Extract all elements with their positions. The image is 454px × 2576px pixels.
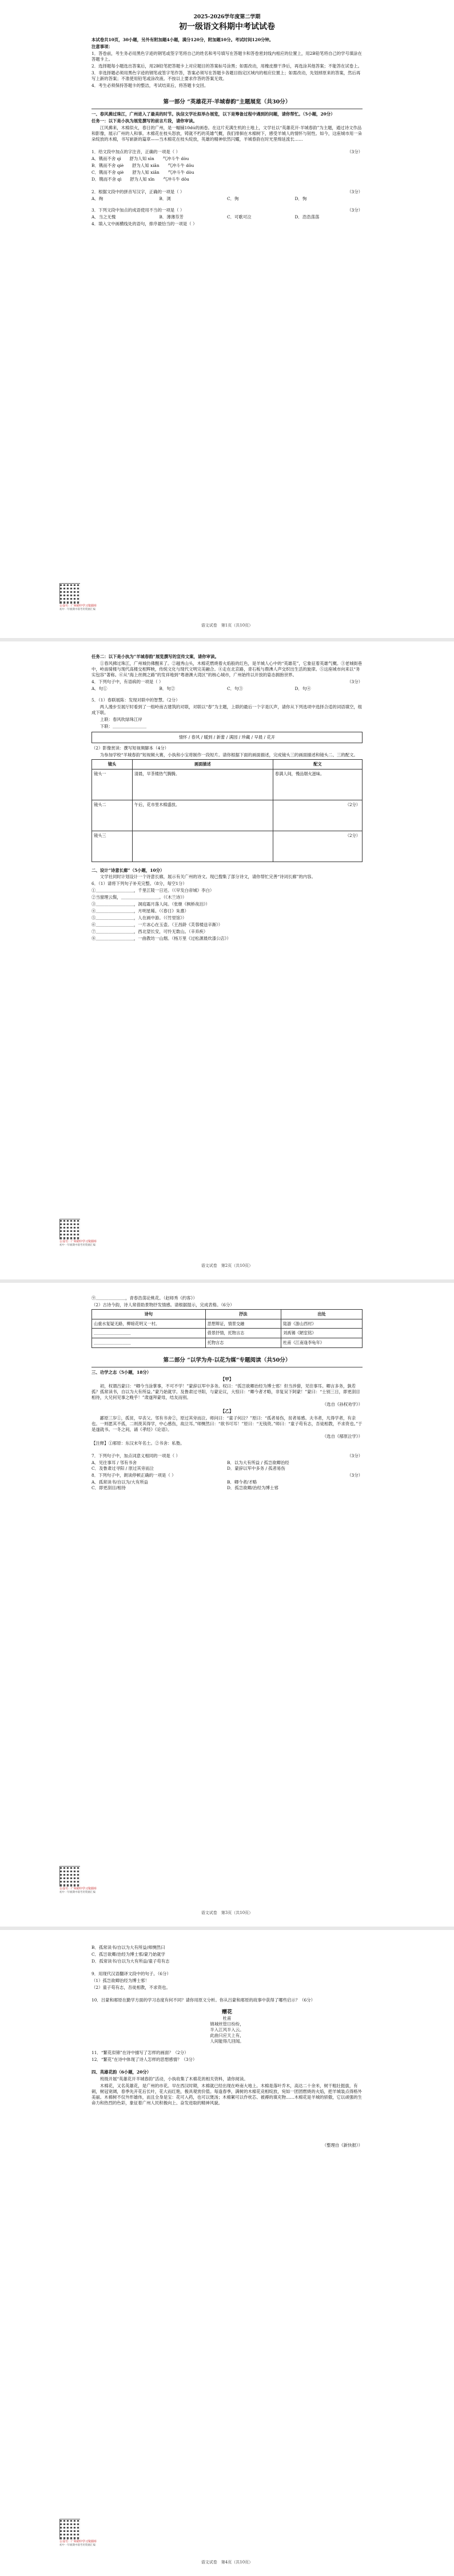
- brand-sub: 初中一年级期中联考用资源汇编: [59, 1891, 95, 1894]
- q1-option: D．镌而不舍 qì 舒为人知 xǐn 气冲斗牛 dǒu: [91, 176, 189, 182]
- q6-line[interactable]: ④＿＿＿＿＿＿＿＿＿，月明星稀。（《春日》朱熹）: [91, 908, 189, 914]
- table-row: 镜头二 午后，花市里木棉盛放。 （2分）: [92, 800, 363, 831]
- q6-line[interactable]: ②当窗理云鬓，＿＿＿＿＿＿＿＿＿。（《木兰诗》）: [91, 895, 187, 900]
- script-table: [91, 759, 363, 862]
- reading-1-title: 三、功学之志（5小题，18分）: [91, 1369, 152, 1375]
- notice-item: 2．选择题每小题选出答案后，用2B铅笔把答题卡上对应题目的答案标号涂黑；如需改动，用橡皮擦干净后，再选涂其他答案；不能答在试卷上。: [91, 63, 363, 69]
- q6-line[interactable]: ⑧＿＿＿＿＿＿＿＿＿，一曲教坊一山烟。（杨万里《过松源晨炊漆公店》）: [91, 936, 231, 942]
- page-4-content: [91, 1944, 363, 2150]
- notice-item: 4．考生必须保持答题卡的整洁，考试结束后，将答题卡交回。: [91, 82, 209, 88]
- q6-line[interactable]: ⑤＿＿＿＿＿＿＿＿＿，人在画中游。（《竹里馆》）: [91, 915, 187, 921]
- question-10[interactable]: 10．吕蒙和邴原在勤学方面的学习态度有何不同？请你用原文分析。你从吕蒙和邴原的故事中获得了哪些启示？（6分）: [91, 1997, 316, 2003]
- poem-title: 赠花: [221, 2009, 232, 2015]
- side-qr: [59, 1219, 97, 1247]
- brand-sub: 初中一年级期中联考用资源汇编: [59, 2543, 95, 2547]
- q6-line[interactable]: ⑥＿＿＿＿＿＿＿＿＿，一片冰心在玉壶。（王昌龄《芙蓉楼送辛渐》）: [91, 922, 223, 928]
- poem-author: 杜甫: [222, 2016, 232, 2021]
- part2-title: 第二部分 “以学为舟·以花为媒”专题阅读（共50分）: [163, 1357, 291, 1363]
- section-intro: 一、春风拂过珠江，广州进入了最美的时节。执信文学社拟举办展览，以下是筹备过程中遇到的问题，请你帮忙。（5小题，20分）: [91, 111, 335, 117]
- brand-label: 公众号：广州初中学习资源库: [59, 1887, 97, 1891]
- text-yi-label: 【乙】: [220, 1408, 234, 1414]
- question-11[interactable]: 11．“繁花似锦”在诗中描写了怎样的画面？（2分）: [91, 2049, 189, 2055]
- text-yi-source: （选自《邴原泣学》）: [322, 1433, 363, 1439]
- question-5-2: （2）影像赏读：撰写短视频脚本（4分）: [91, 745, 169, 751]
- text-jia-label: 【甲】: [220, 1376, 234, 1382]
- exam-page-4: [0, 1930, 454, 2576]
- notice-item: 3．非选择题必须用黑色字迹的钢笔或签字笔作答，答案必须写在答题卡各题目指定区域内的相应位置上；如需改动，先划掉原来的答案，然后再写上新的答案；不准使用铅笔或涂改液。不按以上要求作答的答案无效。: [91, 70, 361, 81]
- part2-intro: 二、设计“诗意长廊”（5小题，10分）: [91, 867, 165, 873]
- task2-paragraph: ①春风拂过珠江，广州城仿佛醒来了。②越秀山头，木棉花燃烧着火焰般的红色，是羊城人心中的“英雄花”，它象征着英雄气概。③老城街巷中，岭南骑楼与现代高楼交相辉映，传统文化与现代文明完美融合。④走在北京路，青石板与鼎沸人声交织出生活的旋律。⑤这座城市向来以“务实包容”著称。⑥从“海上丝绸之路”的发祥地到“粤港澳大湾区”的核心城市，广州始终以开放的姿态拥抱世界。: [91, 660, 363, 677]
- side-qr: [59, 2519, 97, 2547]
- reading-3-text: 木棉花，又名英雄花，是广州的市花。早在西汉时期，木棉就已经出现在岭南大地上。木棉是落叶乔木，高达二十余米，树干粗壮挺拔，有刺，树冠宽阔，春季先开花后长叶，花大而红艳，极具观赏价值。每逢春季，满树的木棉花竞相绽放，宛如一团团燃烧的火焰，把羊城装点得格外美丽。木棉树不仅外形雄伟，而且全身是宝：花可入药，也可以煲汤；木棉絮可以作枕芯、被褥的填充物……木棉花是羊城的骄傲，它以顽强的生命力和热烈的色彩，象征着广州人民积极向上、奋发进取的精神风貌。: [91, 2083, 363, 2106]
- question-12[interactable]: 12．“繁花”在诗中体现了诗人怎样的思想感情？（3分）: [91, 2056, 197, 2062]
- q5-couplet-down: 下联：＿＿＿＿＿＿＿＿: [99, 723, 147, 729]
- q5-text: 两人漫步至展厅时看到了一组岭南古建筑的对联，对联以“春”为主题，上联的最后一个字是仄声，请你从下列选项中选择合适的词语填空，组成下联。: [91, 704, 363, 715]
- q6-line[interactable]: ①＿＿＿＿＿＿＿＿＿，千里江陵一日还。（《早发白帝城》李白）: [91, 888, 214, 894]
- side-qr: [59, 583, 97, 612]
- page-2-content: [91, 653, 363, 943]
- table-row: 镜头一 清晨，早茶楼热气腾腾。 春满人间，慢品烟火滋味。: [92, 769, 363, 800]
- question-4b: 4．下列句子中，有语病的一项是（ ） （3分）: [91, 679, 363, 684]
- brand-label: 公众号：广州初中学习资源库: [59, 2540, 97, 2543]
- q3-options: A．当之无愧 B．薄薄芬芳 C．可歌可泣 D．浩浩荡荡: [91, 214, 320, 220]
- q6-line[interactable]: ⑦＿＿＿＿＿＿＿＿＿，西北望长安，可怜无数山。（辛弃疾）: [91, 929, 208, 935]
- page-1-content: [91, 14, 363, 228]
- q5-couplet-up: 上联：春风吹绿珠江岸: [99, 716, 142, 722]
- table-row: 山重水复疑无路，柳暗花明又一村。 思想辩证，情景交融 陆游《游山西村》: [92, 1319, 363, 1329]
- task2: 任务二：以下是小执为“羊城春韵”展览撰写的宣传文案，请你审读。: [91, 654, 219, 659]
- exam-page-3: [0, 1283, 454, 1927]
- brand-sub: 初中一年级期中联考用资源汇编: [59, 608, 95, 611]
- exam-page-1: [0, 0, 454, 638]
- q1-option: C．镌而不舍 qiè 舒为人知 xiǎn 气冲斗牛 dòu: [91, 169, 194, 175]
- poem-line: 此曲只应天上有，: [210, 2032, 244, 2038]
- q7b-options: A．见往事耳 / 邻有书舍 B．以为大有所益 / 孤岂欲卿治经 C．及鲁肃过寻阳 / 原过其旁而泣 D．蒙辞以军中多务 / 孤者易伤: [91, 1460, 289, 1471]
- q8-options: A．孤常读书/自以为/大有所益 B．卿今者/才略 C．即更刮目/相待 D．孤岂欲卿/治经为博士邪: [91, 1479, 278, 1490]
- question-5: 5．（1）春联展陈：发现对联中的智慧。（2分）: [91, 697, 180, 703]
- q8-cont-option: C．孤岂欲卿/治经为博士邪/蒙乃始就学: [91, 1951, 165, 1957]
- page-footer: 语文试卷 第4页（共10页）: [201, 2560, 253, 2565]
- q8-cont-option: B．孤常读书/自以为大有所益/师恻然曰: [91, 1945, 165, 1950]
- q9-line[interactable]: （2）童子苟有志，吾徒相教，不求资也。: [91, 1984, 170, 1990]
- qr-code-icon: [59, 583, 80, 604]
- page-3-content: [91, 1294, 363, 1491]
- poem-table: [91, 1309, 363, 1348]
- brand-label: 公众号：广州初中学习资源库: [59, 1240, 97, 1243]
- q6-end[interactable]: ⑨＿＿＿＿＿＿＿，青春浩荡论桃花。（赵师秀《约客》）: [91, 1295, 197, 1301]
- question-4-stub: 4．填入文中画横线处的语句，排序最恰当的一项是（ ）: [91, 221, 197, 226]
- qr-code-icon: [59, 1866, 80, 1887]
- q5-2-text: 为参加学校“羊城春韵”短视频大赛，小执和小宝将制作一段短片。请你根据下面的画面描述，完成镜头三的画面描述和镜头二、三的配文。: [99, 752, 358, 757]
- q1-option: B．镌而不舍 qiè 舒为人知 xiǎn 气冲斗牛 dǒu: [91, 162, 194, 168]
- exam-page-2: [0, 641, 454, 1279]
- table-header-row: 诗句 抒法 出处: [92, 1309, 363, 1319]
- exam-title: 初一级语文科期中考试试卷: [179, 22, 275, 32]
- text-jia-source: （选自《孙权劝学》）: [322, 1401, 363, 1407]
- poem-line: 人间能得几回闻。: [210, 2038, 244, 2044]
- qr-code-icon: [59, 1219, 80, 1239]
- part1-title: 第一部分 “英雄花开·羊城春韵”主题展览（共30分）: [163, 98, 291, 105]
- question-2: 2．根据文段中的拼音写汉字，正确的一项是（ ） （3分）: [91, 189, 363, 194]
- side-qr: [59, 1866, 97, 1895]
- notice-title: 注意事项：: [91, 44, 113, 50]
- text-yi-note: 【注释】①邴原：东汉末年名士。②书舍：私塾。: [91, 1440, 185, 1446]
- q6-line[interactable]: ③＿＿＿＿＿＿＿＿＿，洞庭霜月落人间。（张继《枫桥夜泊》）: [91, 902, 210, 907]
- reading-3-title: 四、英雄花韵（6小题，20分）: [91, 2069, 152, 2075]
- question-1: 1．给文段中加点的字注音，正确的一项是（ ） （3分）: [91, 149, 363, 154]
- q8-cont-option: D．孤常读书/自以为大有所益/童子苟有志: [91, 1958, 170, 1964]
- question-3: 3．下列文段中加点的成语使用不当的一项是（ ） （3分）: [91, 207, 363, 213]
- part2-text: 文学社同时计划设计一个诗意长廊，展示有关广州的诗文。现已搜集了部分诗文，请你帮忙完善“诗词长廊”的内容。: [99, 874, 316, 880]
- exam-meta: 本试卷共10页，30小题，另外有附加题4小题，满分120分，附加题10分。考试时间120分钟。: [91, 37, 274, 43]
- table-row: ＿＿＿＿＿＿＿＿＿ 托物言志 杜甫《江南逢李龟年》: [92, 1338, 363, 1348]
- page-footer: 语文试卷 第2页（共10页）: [201, 1263, 253, 1268]
- question-7: （2）古诗今韵，诗人常借助景物抒发情感。请根据提示，完成表格。（6分）: [91, 1302, 234, 1307]
- q4b-options: A．句① B．句② C．句③ D．句④: [91, 685, 311, 691]
- task1-paragraph: 江风拂来，木棉似火，春日的广州，是一幅铺10dú的画卷。在这片充满生机的土地上，文学社以“英雄花开·羊城春韵”为主题，通过诗文作品和影像，展示广州的人和事。木棉花在枝头怒放，铸就不朽的英雄气概，我们徘徊在木棉树下，感受羊城人的情怀与韧性。如今，这座城市用一朵朵绽放的木棉，书写崭新的篇章——当木棉花在枝头绽放，英雄的精神依然闪耀，羊城春韵在时光里绵延流长……: [91, 125, 363, 142]
- question-7b: 7．下列句子中，加点词意义相同的一项是（ ） （3分）: [91, 1453, 363, 1458]
- poem-line: 锦城丝管日纷纷，: [210, 2021, 244, 2027]
- reading-3-source: （整理自《新快报》）: [322, 2142, 363, 2148]
- table-row: 镜头三 （2分）: [92, 831, 363, 862]
- brand-label: 公众号：广州初中学习资源库: [59, 604, 97, 608]
- question-6: 6．（1）请将下列句子补充完整。（8分，每空1分）: [91, 881, 187, 887]
- exam-header: 2025-2026学年度第二学期: [193, 14, 261, 20]
- qr-code-icon: [59, 2519, 80, 2539]
- page-footer: 语文试卷 第3页（共10页）: [201, 1911, 253, 1915]
- table-header-row: 镜头 画面描述 配文: [92, 759, 363, 769]
- q2-options: A．绚 B．浏 C．徇 D．恂: [91, 196, 307, 201]
- page-footer: 语文试卷 第1页（共10页）: [201, 623, 253, 628]
- text-jia: 初，权谓吕蒙曰：“卿今当涂掌事，不可不学！”蒙辞以军中多务。权曰：“孤岂欲卿治经为博士邪！但当涉猎，见往事耳。卿言多务，孰若孤？孤常读书，自以为大有所益。”蒙乃始就学。及鲁肃过寻阳，与蒙论议，大惊曰：“卿今者才略，非复吴下阿蒙！”蒙曰：“士别三日，即更刮目相待，大兄何见事之晚乎！”肃遂拜蒙母，结友而别。: [91, 1383, 360, 1400]
- q1-option: A．镌而不舍 qì 舒为人知 xìn 气冲斗牛 dòu: [91, 155, 189, 161]
- q5-choices: 情怀 / 春风 / 暖到 / 新蕾 / 满园 / 珍藏 / 早晨 / 花开: [91, 732, 363, 743]
- question-9: 9．用现代汉语翻译文段中的句子。（6分）: [91, 1971, 171, 1976]
- brand-sub: 初中一年级期中联考用资源汇编: [59, 1243, 95, 1247]
- notice-item: 1．答卷前，考生务必用黑色字迹的钢笔或签字笔将自己的姓名和考号填写在答题卡和答卷密封线内相应的位置上，用2B铅笔将自己的学号填涂在答题卡上。: [91, 51, 363, 62]
- text-yi: 鄙原三岁①，孤贫，早丧父。邻有书舍②，原过其旁而泣。师问曰：“童子何泣？”原曰：“孤者易伤，贫者易感。夫书者，凡得学者，有亲也。一则愿其不孤，二则羡其得学，中心感伤，故泣耳。”师恻然曰：“欲书可耳！”原曰：“无钱资。”师曰：“童子苟有志，吾徒相教，不求资也。”于是遂就书。一冬之间，诵《孝经》《论语》。: [91, 1415, 363, 1432]
- poem-line: 半入江风半入云。: [210, 2027, 244, 2032]
- table-row: ＿＿＿＿＿＿＿＿＿ 借景抒情，托物言志 刘禹锡《陋室铭》: [92, 1329, 363, 1338]
- question-8: 8．下列句子中，朗读停顿正确的一项是（ ） （3分）: [91, 1472, 363, 1478]
- q9-line[interactable]: （1）孤岂欲卿治经为博士邪！: [91, 1977, 149, 1983]
- reading-3-intro: 班级开展“英雄花开羊城春韵”活动，小执收集了木棉花的相关资料，请你阅读。: [99, 2076, 248, 2081]
- task1: 任务一：以下是小执为展览撰写的前言片段，请你审读。: [91, 118, 197, 123]
